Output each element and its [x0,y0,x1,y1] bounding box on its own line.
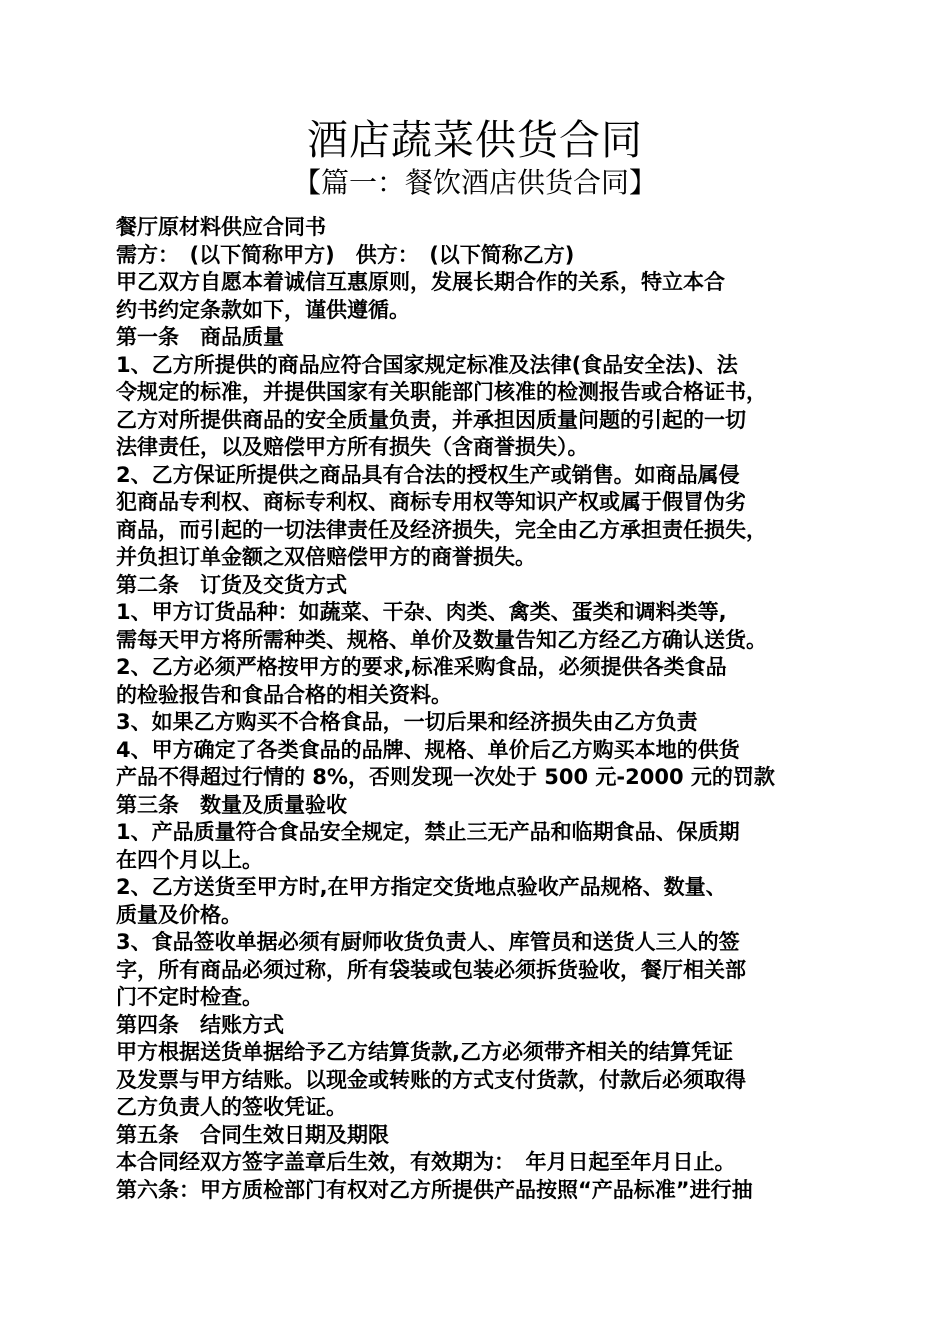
text-line: 产品不得超过行情的 8%，否则发现一次处于 500 元-2000 元的罚款 [116,765,775,789]
text-line: 第三条 数量及质量验收 [116,792,347,817]
text-line: 3、如果乙方购买不合格食品，一切后果和经济损失由乙方负责 [116,710,698,734]
text-line: 令规定的标准，并提供国家有关职能部门核准的检测报告或合格证书， [116,380,767,404]
text-line: 第一条 商品质量 [116,325,284,349]
text-line: 第二条 订货及交货方式 [116,572,347,597]
text-line: 及发票与甲方结账。以现金或转账的方式支付货款，付款后必须取得 [116,1067,746,1092]
text-line: 第六条：甲方质检部门有权对乙方所提供产品按照“产品标准”进行抽 [116,1177,753,1202]
text-line: 质量及价格。 [116,902,242,927]
text-line: 1、甲方订货品种：如蔬菜、干杂、肉类、禽类、蛋类和调料类等, [116,600,727,624]
text-line: 商品，而引起的一切法律责任及经济损失，完全由乙方承担责任损失， [116,517,767,542]
text-line: 的检验报告和食品合格的相关资料。 [116,682,452,707]
text-line: 甲乙双方自愿本着诚信互惠原则，发展长期合作的关系，特立本合 [116,270,725,294]
text-line: 3、食品签收单据必须有厨师收货负责人、库管员和送货人三人的签 [116,930,740,954]
text-line: 1、产品质量符合食品安全规定，禁止三无产品和临期食品、保质期 [116,820,740,844]
text-line: 在四个月以上。 [116,847,263,872]
text-line: 4、甲方确定了各类食品的品牌、规格、单价后乙方购买本地的供货 [116,737,740,762]
text-line: 犯商品专利权、商标专利权、商标专用权等知识产权或属于假冒伪劣 [116,490,746,514]
text-line: 餐厅原材料供应合同书 [116,215,326,239]
text-line: 第五条 合同生效日期及期限 [116,1122,389,1147]
page-subtitle: 【篇一：餐饮酒店供货合同】 [292,166,657,199]
text-line: 2、乙方保证所提供之商品具有合法的授权生产或销售。如商品属侵 [116,462,740,487]
text-line: 并负担订单金额之双倍赔偿甲方的商誉损失。 [116,545,536,569]
text-line: 约书约定条款如下，谨供遵循。 [116,297,410,322]
text-line: 需每天甲方将所需种类、规格、单价及数量告知乙方经乙方确认送货。 [116,627,767,652]
text-line: 2、乙方送货至甲方时,在甲方指定交货地点验收产品规格、数量、 [116,875,727,899]
text-line: 1、乙方所提供的商品应符合国家规定标准及法律(食品安全法)、法 [116,352,738,377]
text-line: 2、乙方必须严格按甲方的要求,标准采购食品，必须提供各类食品 [116,655,727,679]
text-line: 乙方负责人的签收凭证。 [116,1095,347,1119]
text-line: 法律责任，以及赔偿甲方所有损失（含商誉损失）。 [116,435,589,459]
text-line: 甲方根据送货单据给予乙方结算货款,乙方必须带齐相关的结算凭证 [116,1040,733,1064]
contract-body [116,214,856,1204]
text-line: 第四条 结账方式 [116,1012,284,1037]
text-line: 门不定时检查。 [116,985,263,1009]
text-line: 需方： (以下简称甲方) 供方： (以下简称乙方) [116,242,575,267]
page-title: 酒店蔬菜供货合同 [307,116,643,164]
text-line: 乙方对所提供商品的安全质量负责，并承担因质量问题的引起的一切 [116,407,746,432]
text-line: 字，所有商品必须过称，所有袋装或包装必须拆货验收，餐厅相关部 [116,957,746,982]
text-line: 本合同经双方签字盖章后生效，有效期为： 年月日起至年月日止。 [116,1150,736,1174]
